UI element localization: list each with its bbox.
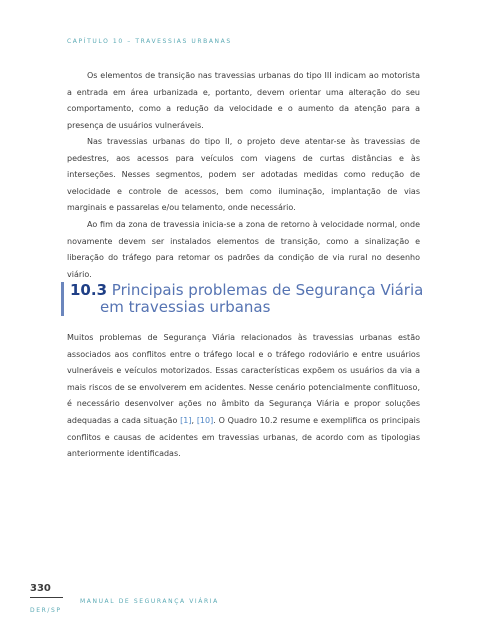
paragraph-road-safety-problems	[67, 330, 420, 463]
paragraph-text-end: . O Quadro 10.2 resume e exemplifica os principais conflitos e causas de acidentes em travessias urbanas, de acordo com as tipologias anteriormente identificadas.	[67, 415, 421, 459]
paragraph-transition-elements: Os elementos de transição nas travessias urbanas do tipo III indicam ao motorista a entrada em área urbanizada e, portanto, devem orientar uma alteração do seu comportamento, como a redução da velocidade e o aumento da atenção para a presença de usuários vulneráveis.	[67, 71, 420, 130]
reference-link-10[interactable]: [10]	[196, 415, 214, 425]
section-number: 10.3	[70, 281, 108, 299]
footer-organization: DER/SP	[30, 607, 62, 614]
chapter-header: CAPÍTULO 10 – TRAVESSIAS URBANAS	[67, 38, 232, 45]
section-title-line2: em travessias urbanas	[100, 298, 271, 316]
footer-divider	[30, 597, 63, 598]
section-title-line1: Principais problemas de Segurança Viária	[111, 281, 424, 299]
footer-manual-title: MANUAL DE SEGURANÇA VIÁRIA	[80, 598, 219, 605]
paragraph-text: Muitos problemas de Segurança Viária relacionados às travessias urbanas estão associados aos conflitos entre o tráfego local e o tráfego rodoviário e entre usuários vulneráveis e veículos motorizados. Essas características expõem os usuários da via a mais riscos de se envolverem em acidentes. Nesse cenário potencialmente conflituoso, é necessário desenvolver ações no âmbito da Segurança Viária e propor soluções adequadas a cada situação	[67, 333, 420, 425]
reference-separator: ,	[191, 415, 197, 425]
reference-link-1[interactable]: [1]	[180, 415, 192, 425]
paragraph-return-zone: Ao fim da zona de travessia inicia-se a zona de retorno à velocidade normal, onde novamente devem ser instalados elementos de transição, como a sinalização e liberação do tráfego para retomar os padrões da condição de via rural no desenho viário.	[67, 220, 420, 279]
section-heading	[61, 282, 430, 316]
section-heading-line1	[70, 282, 430, 299]
paragraph-type-ii: Nas travessias urbanas do tipo II, o projeto deve atentar-se às travessias de pedestres, aos acessos para veículos com viagens de curtas distâncias e às interseções. Nesses segmentos, podem ser adotadas medidas como redução de velocidade e controle de acessos, bem como iluminação, implantação de vias marginais e passarelas e/ou telamento, onde necessário.	[67, 137, 420, 213]
page-number: 330	[30, 583, 51, 594]
